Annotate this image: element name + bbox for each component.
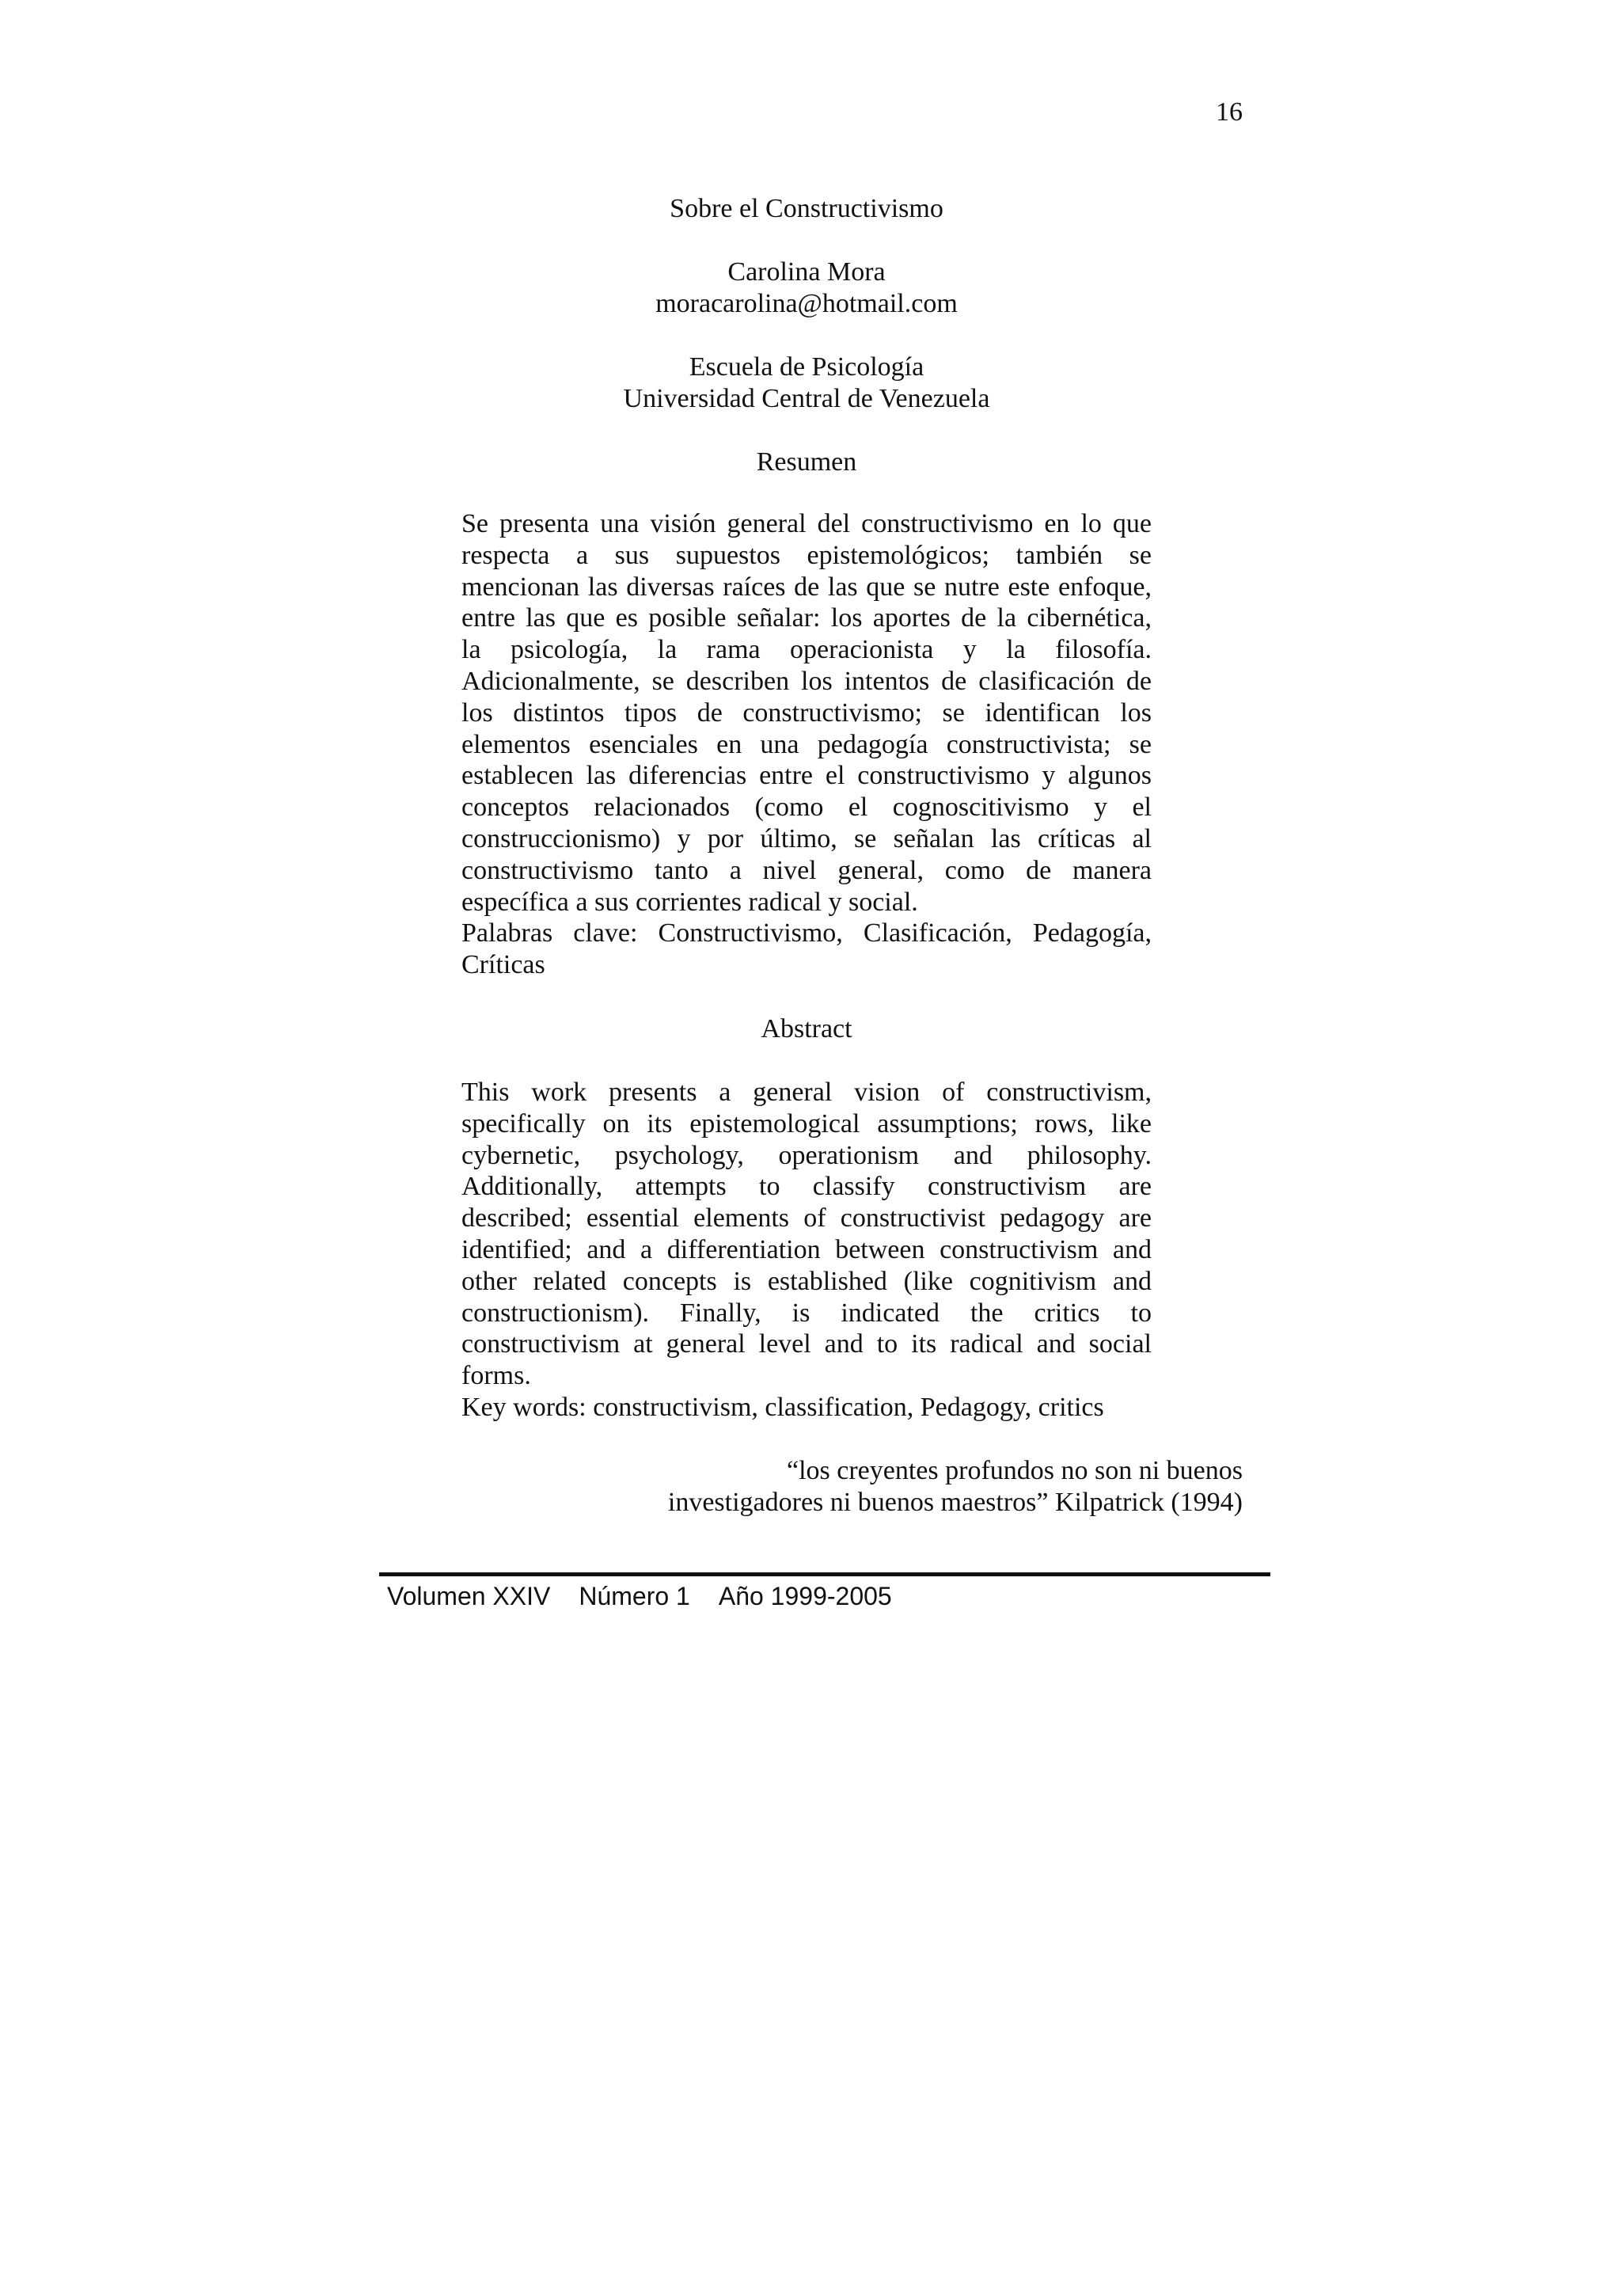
abstract-line: constructivism at general level and to its radical and social bbox=[461, 1329, 1152, 1359]
affiliation-school: Escuela de Psicología bbox=[689, 352, 924, 382]
abstract-line: identified; and a differentiation between constructivism and bbox=[461, 1234, 1152, 1264]
resumen-line: establecen las diferencias entre el constructivismo y algunos bbox=[461, 761, 1152, 791]
abstract-line: constructionism). Finally, is indicated the critics to bbox=[461, 1298, 1152, 1328]
abstract-line: specifically on its epistemological assumptions; rows, like bbox=[461, 1108, 1152, 1138]
resumen-line: construccionismo) y por último, se señalan las críticas al bbox=[461, 823, 1152, 853]
abstract-body bbox=[461, 1077, 1152, 1424]
footer-rule bbox=[379, 1572, 1270, 1576]
epigraph bbox=[668, 1455, 1243, 1519]
footer bbox=[387, 1580, 892, 1612]
footer-volume: Volumen XXIV bbox=[387, 1582, 551, 1610]
abstract-keywords: Key words: constructivism, classification, Pedagogy, critics bbox=[461, 1392, 1104, 1422]
abstract-heading: Abstract bbox=[761, 1014, 852, 1043]
abstract-line: forms. bbox=[461, 1361, 531, 1391]
resumen-keywords-continued: Críticas bbox=[461, 950, 545, 980]
resumen-line: constructivismo tanto a nivel general, como de manera bbox=[461, 855, 1152, 885]
abstract-line: cybernetic, psychology, operationism and philosophy. bbox=[461, 1140, 1152, 1170]
affiliation-block bbox=[461, 352, 1152, 415]
author-name: Carolina Mora bbox=[727, 257, 886, 287]
resumen-line: elementos esenciales en una pedagogía constructivista; se bbox=[461, 729, 1152, 759]
resumen-line: la psicología, la rama operacionista y la filosofía. bbox=[461, 635, 1152, 665]
epigraph-line: investigadores ni buenos maestros” Kilpatrick (1994) bbox=[667, 1488, 1243, 1517]
resumen-line: Se presenta una visión general del constructivismo en lo que bbox=[461, 509, 1152, 538]
resumen-line: específica a sus corrientes radical y social. bbox=[461, 887, 918, 917]
resumen-line: Adicionalmente, se describen los intentos de clasificación de bbox=[461, 666, 1152, 696]
abstract-line: other related concepts is established (like cognitivism and bbox=[461, 1266, 1152, 1296]
page-number: 16 bbox=[1216, 97, 1243, 127]
resumen-keywords: Palabras clave: Constructivismo, Clasificación, Pedagogía, bbox=[461, 918, 1152, 948]
affiliation-university: Universidad Central de Venezuela bbox=[623, 384, 990, 413]
resumen-body bbox=[461, 508, 1152, 981]
abstract-line: This work presents a general vision of constructivism, bbox=[461, 1078, 1152, 1107]
author-email: moracarolina@hotmail.com bbox=[655, 289, 958, 318]
resumen-heading: Resumen bbox=[756, 447, 857, 477]
resumen-line: conceptos relacionados (como el cognoscitivismo y el bbox=[461, 793, 1152, 823]
footer-number: Número 1 bbox=[579, 1582, 690, 1610]
paper-title: Sobre el Constructivismo bbox=[670, 194, 943, 223]
abstract-line: Additionally, attempts to classify constructivism are bbox=[461, 1172, 1152, 1202]
resumen-line: los distintos tipos de constructivismo; se identifican los bbox=[461, 698, 1152, 728]
epigraph-line: “los creyentes profundos no son ni buenos bbox=[786, 1456, 1243, 1485]
author-block bbox=[461, 257, 1152, 320]
resumen-line: respecta a sus supuestos epistemológicos; también se bbox=[461, 540, 1152, 570]
footer-year: Año 1999-2005 bbox=[718, 1582, 892, 1610]
resumen-line: mencionan las diversas raíces de las que se nutre este enfoque, bbox=[461, 572, 1152, 602]
abstract-line: described; essential elements of constructivist pedagogy are bbox=[461, 1203, 1152, 1234]
resumen-line: entre las que es posible señalar: los aportes de la cibernética, bbox=[461, 603, 1152, 633]
